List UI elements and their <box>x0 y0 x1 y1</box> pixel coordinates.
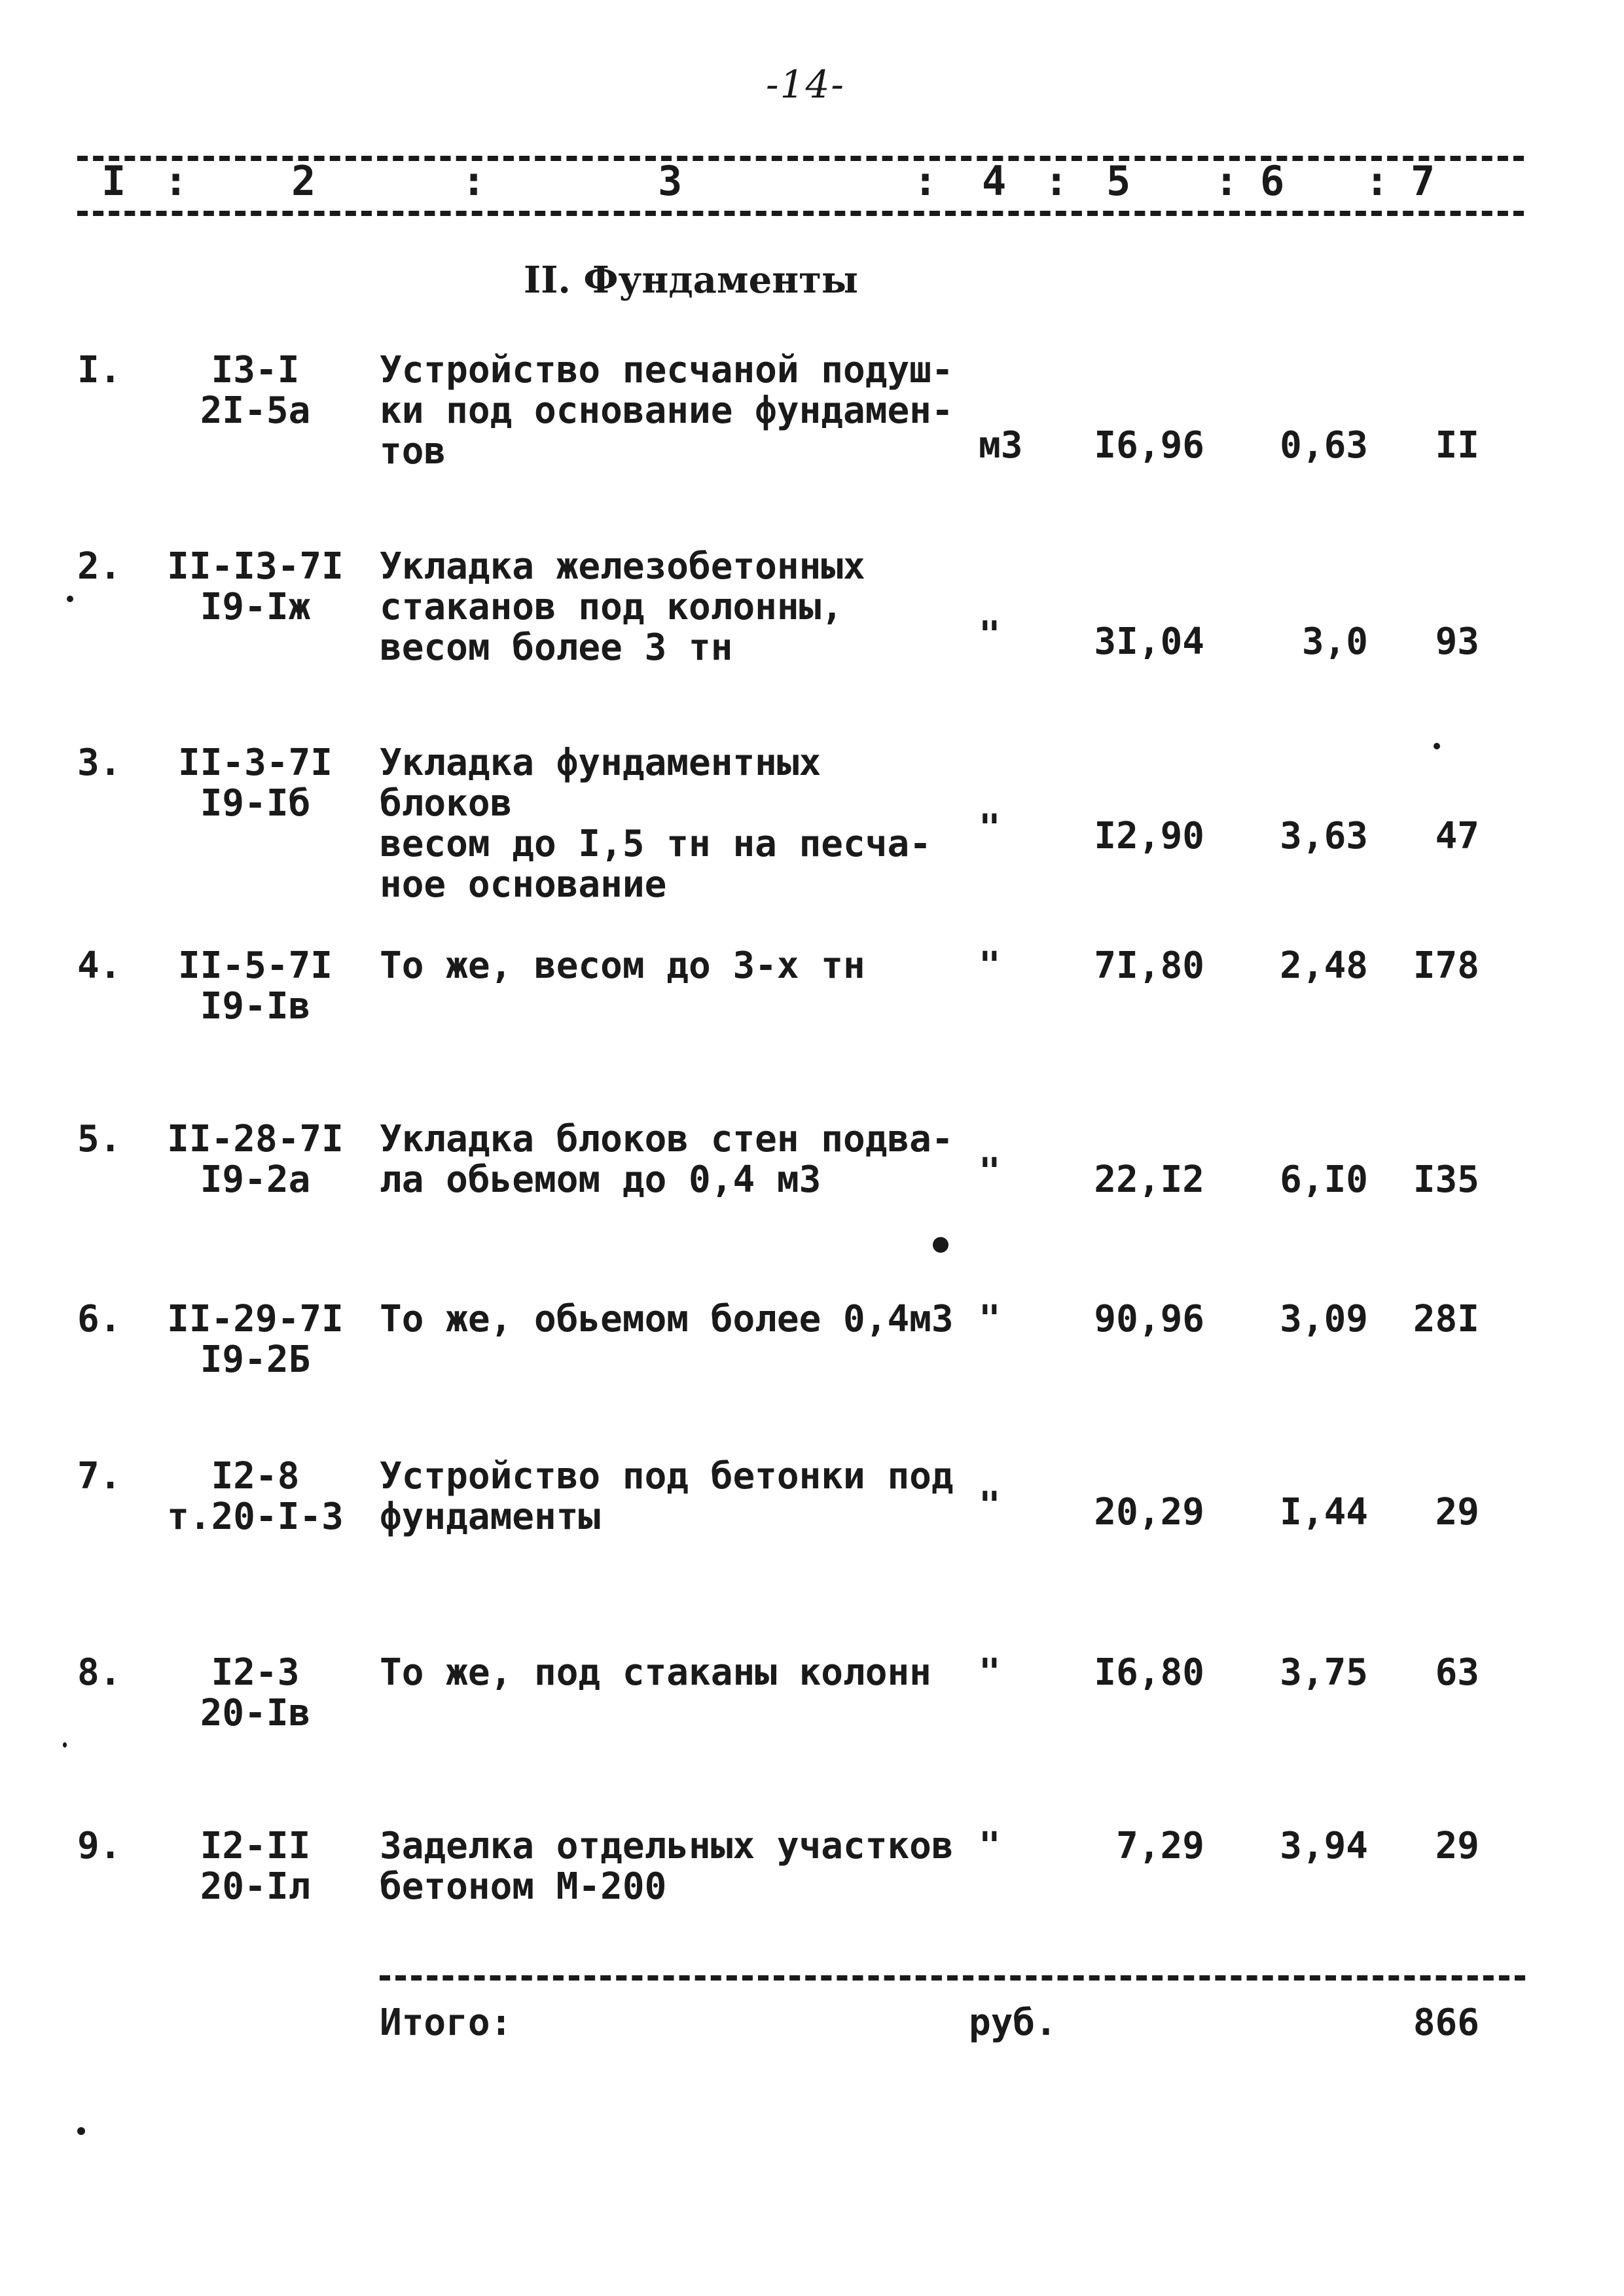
row-total: 63 <box>1435 1651 1479 1694</box>
header-col-2: 2 <box>291 157 316 205</box>
row-total: I78 <box>1413 944 1479 987</box>
row-total: 93 <box>1435 620 1479 663</box>
row-price: 3,09 <box>1280 1298 1368 1340</box>
row-quantity: 7I,80 <box>1094 944 1204 987</box>
row-quantity: 90,96 <box>1094 1298 1204 1340</box>
row-price: I,44 <box>1280 1491 1368 1534</box>
scan-speck <box>77 2127 85 2135</box>
header-col-5: 5 <box>1106 157 1131 205</box>
row-description: Устройство песчаной подуш- ки под основание фундамен- тов <box>380 349 954 473</box>
row-price: 2,48 <box>1280 944 1368 987</box>
summary-total: 866 <box>1413 2001 1479 2044</box>
section-title: II. Фундаменты <box>524 259 859 302</box>
scan-speck <box>933 1237 948 1253</box>
row-description: Заделка отдельных участков бетоном М-200 <box>380 1825 954 1908</box>
row-quantity: I6,96 <box>1094 424 1204 467</box>
row-code: I2-3 20-Iв <box>200 1651 311 1734</box>
row-price: 3,75 <box>1280 1651 1368 1694</box>
row-total: 28I <box>1413 1298 1479 1340</box>
row-code: II-3-7I I9-Iб <box>177 742 333 825</box>
page-number: -14- <box>766 62 845 107</box>
row-unit: м3 <box>979 424 1023 467</box>
header-col-7: 7 <box>1411 157 1435 205</box>
row-price: 6,I0 <box>1280 1158 1368 1201</box>
scan-speck <box>63 1742 67 1748</box>
header-col-6: 6 <box>1260 157 1285 205</box>
summary-rule <box>380 1975 1525 1981</box>
row-quantity: I6,80 <box>1094 1651 1204 1694</box>
row-description: То же, весом до 3-х тн <box>380 944 865 987</box>
row-total: I35 <box>1413 1158 1479 1201</box>
row-code: II-I3-7I I9-Iж <box>167 545 344 628</box>
header-separator: : <box>1214 157 1239 205</box>
row-number: 6. <box>77 1298 122 1340</box>
row-total: 29 <box>1435 1825 1479 1867</box>
row-code: II-29-7I I9-2Б <box>167 1298 344 1381</box>
row-unit: " <box>979 614 1001 656</box>
header-col-4: 4 <box>982 157 1007 205</box>
row-unit: " <box>979 1484 1001 1527</box>
row-unit: " <box>979 1651 1001 1694</box>
row-unit: " <box>979 807 1001 850</box>
scan-speck <box>1434 743 1440 749</box>
row-price: 3,94 <box>1280 1825 1368 1867</box>
row-number: 7. <box>77 1455 122 1498</box>
row-unit: " <box>979 1151 1001 1193</box>
summary-unit: руб. <box>969 2001 1057 2044</box>
header-separator: : <box>164 157 189 205</box>
row-code: II-5-7I I9-Iв <box>177 944 333 1028</box>
row-total: 47 <box>1435 815 1479 857</box>
row-code: I3-I 2I-5a <box>200 349 311 432</box>
header-bottom-rule <box>77 211 1524 216</box>
row-price: 3,0 <box>1301 620 1368 663</box>
row-number: 9. <box>77 1825 122 1867</box>
summary-label: Итого: <box>380 2001 513 2044</box>
row-number: 5. <box>77 1118 122 1160</box>
row-unit: " <box>979 1298 1001 1340</box>
row-code: I2-8 т.20-I-3 <box>167 1455 344 1538</box>
row-number: 2. <box>77 545 122 588</box>
row-description: То же, обьемом более 0,4м3 <box>380 1298 954 1340</box>
row-total: 29 <box>1435 1491 1479 1534</box>
row-code: I2-II 20-Iл <box>200 1825 311 1908</box>
row-quantity: 7,29 <box>1116 1825 1204 1867</box>
row-number: I. <box>77 349 122 391</box>
row-description: Укладка фундаментных блоков весом до I,5 тн на песча- ное основание <box>380 742 931 906</box>
header-separator: : <box>913 157 938 205</box>
header-col-3: 3 <box>658 157 683 205</box>
header-separator: : <box>1365 157 1390 205</box>
row-number: 8. <box>77 1651 122 1694</box>
row-description: То же, под стаканы колонн <box>380 1651 931 1694</box>
header-separator: : <box>461 157 486 205</box>
row-quantity: 3I,04 <box>1094 620 1204 663</box>
scan-speck <box>67 596 73 602</box>
row-code: II-28-7I I9-2a <box>167 1118 344 1201</box>
row-description: Укладка железобетонных стаканов под колонны, весом более 3 тн <box>380 545 865 669</box>
row-number: 3. <box>77 742 122 784</box>
row-quantity: I2,90 <box>1094 815 1204 857</box>
row-description: Укладка блоков стен подва- ла обьемом до 0,4 м3 <box>380 1118 954 1201</box>
row-unit: " <box>979 944 1001 987</box>
row-price: 0,63 <box>1280 424 1368 467</box>
row-quantity: 22,I2 <box>1094 1158 1204 1201</box>
row-unit: " <box>979 1825 1001 1867</box>
row-total: II <box>1435 424 1479 467</box>
row-price: 3,63 <box>1280 815 1368 857</box>
header-col-1: I <box>101 157 126 205</box>
header-separator: : <box>1044 157 1069 205</box>
row-quantity: 20,29 <box>1094 1491 1204 1534</box>
row-number: 4. <box>77 944 122 987</box>
row-description: Устройство под бетонки под фундаменты <box>380 1455 954 1538</box>
